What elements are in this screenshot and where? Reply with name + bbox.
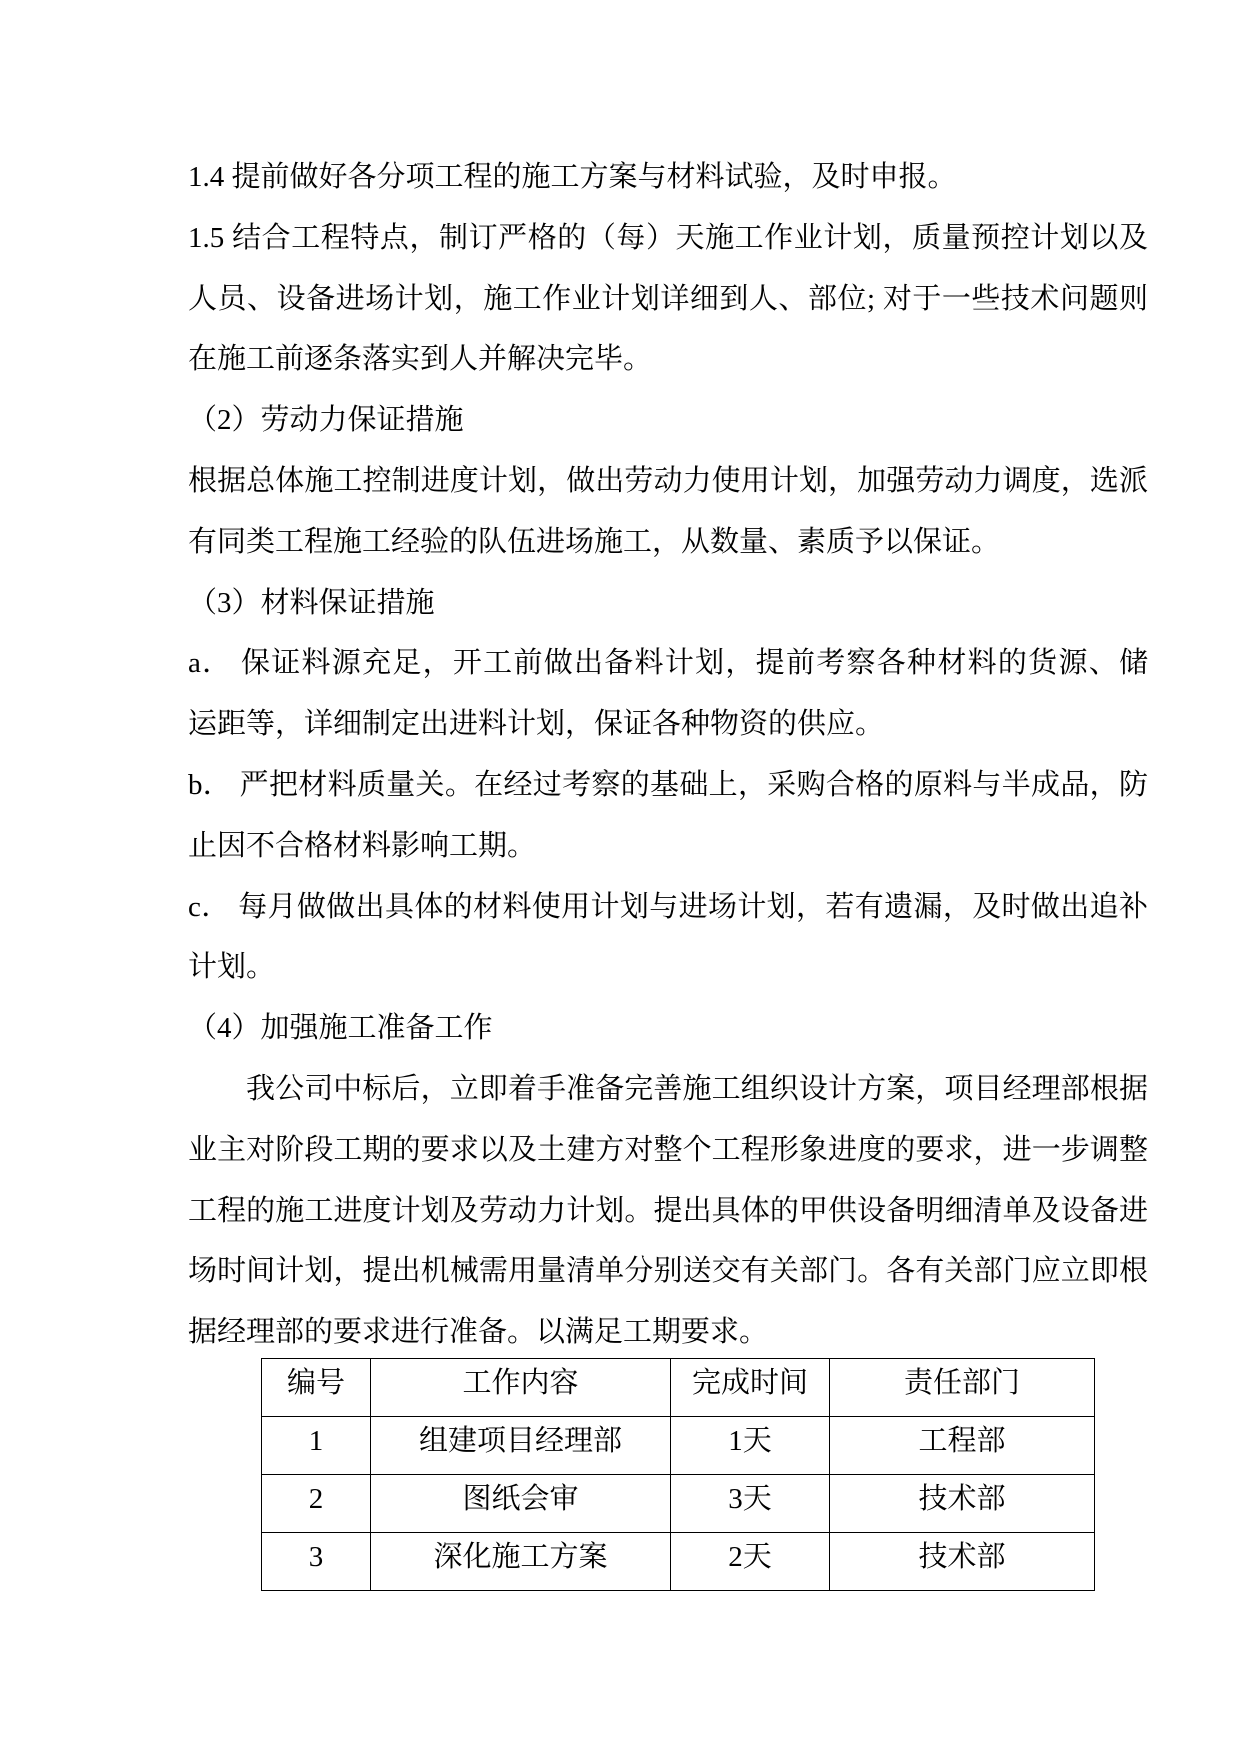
table-cell-duration: 2天	[671, 1533, 830, 1591]
table-cell-task: 深化施工方案	[371, 1533, 671, 1591]
preparation-schedule-table	[261, 1358, 1095, 1591]
table-row	[262, 1475, 1095, 1533]
table-cell-duration: 3天	[671, 1475, 830, 1533]
table-cell-department: 工程部	[830, 1417, 1095, 1475]
table-header-number: 编号	[262, 1359, 371, 1417]
table-header-row	[262, 1359, 1095, 1417]
table-header-task: 工作内容	[371, 1359, 671, 1417]
preparation-paragraph-line: 据经理部的要求进行准备。以满足工期要求。	[188, 1316, 769, 1349]
clause-1-5-line: 在施工前逐条落实到人并解决完毕。	[188, 343, 653, 376]
table-row	[262, 1417, 1095, 1475]
materials-item-b-line: b． 严把材料质量关。在经过考察的基础上，采购合格的原料与半成品，防	[188, 768, 1148, 801]
materials-item-c-line: c． 每月做做出具体的材料使用计划与进场计划，若有遗漏，及时做出追补	[188, 890, 1148, 923]
table-header-department: 责任部门	[830, 1359, 1095, 1417]
preparation-paragraph-line: 业主对阶段工期的要求以及土建方对整个工程形象进度的要求，进一步调整	[188, 1133, 1148, 1166]
labor-paragraph-line: 有同类工程施工经验的队伍进场施工，从数量、素质予以保证。	[188, 525, 1001, 558]
labor-paragraph-line: 根据总体施工控制进度计划，做出劳动力使用计划，加强劳动力调度，选派	[188, 464, 1148, 497]
document-body	[188, 147, 1148, 1363]
clause-1-5-line: 1.5 结合工程特点，制订严格的（每）天施工作业计划，质量预控计划以及	[188, 221, 1148, 254]
materials-item-a-line: a． 保证料源充足，开工前做出备料计划，提前考察各种材料的货源、储	[188, 647, 1148, 680]
preparation-paragraph-line: 工程的施工进度计划及劳动力计划。提出具体的甲供设备明细清单及设备进	[188, 1194, 1148, 1227]
table-header-duration: 完成时间	[671, 1359, 830, 1417]
materials-item-b-line: 止因不合格材料影响工期。	[188, 829, 537, 862]
section-heading-materials: （3）材料保证措施	[188, 586, 435, 619]
table-cell-department: 技术部	[830, 1475, 1095, 1533]
section-heading-preparation: （4）加强施工准备工作	[188, 1012, 493, 1045]
table-row	[262, 1533, 1095, 1591]
materials-item-a-line: 运距等，详细制定出进料计划，保证各种物资的供应。	[188, 708, 885, 741]
preparation-paragraph-line: 场时间计划，提出机械需用量清单分别送交有关部门。各有关部门应立即根	[188, 1255, 1148, 1288]
materials-item-c-line: 计划。	[188, 951, 276, 984]
table-cell-duration: 1天	[671, 1417, 830, 1475]
clause-1-5-line: 人员、设备进场计划，施工作业计划详细到人、部位; 对于一些技术问题则	[188, 282, 1148, 315]
clause-1-4: 1.4 提前做好各分项工程的施工方案与材料试验，及时申报。	[188, 161, 957, 193]
table-cell-number: 2	[262, 1475, 371, 1533]
section-heading-labor: （2）劳动力保证措施	[188, 404, 464, 437]
table-cell-department: 技术部	[830, 1533, 1095, 1591]
table-cell-number: 3	[262, 1533, 371, 1591]
preparation-paragraph-line: 我公司中标后，立即着手准备完善施工组织设计方案，项目经理部根据	[246, 1072, 1148, 1105]
table-cell-number: 1	[262, 1417, 371, 1475]
table-cell-task: 图纸会审	[371, 1475, 671, 1533]
table-cell-task: 组建项目经理部	[371, 1417, 671, 1475]
